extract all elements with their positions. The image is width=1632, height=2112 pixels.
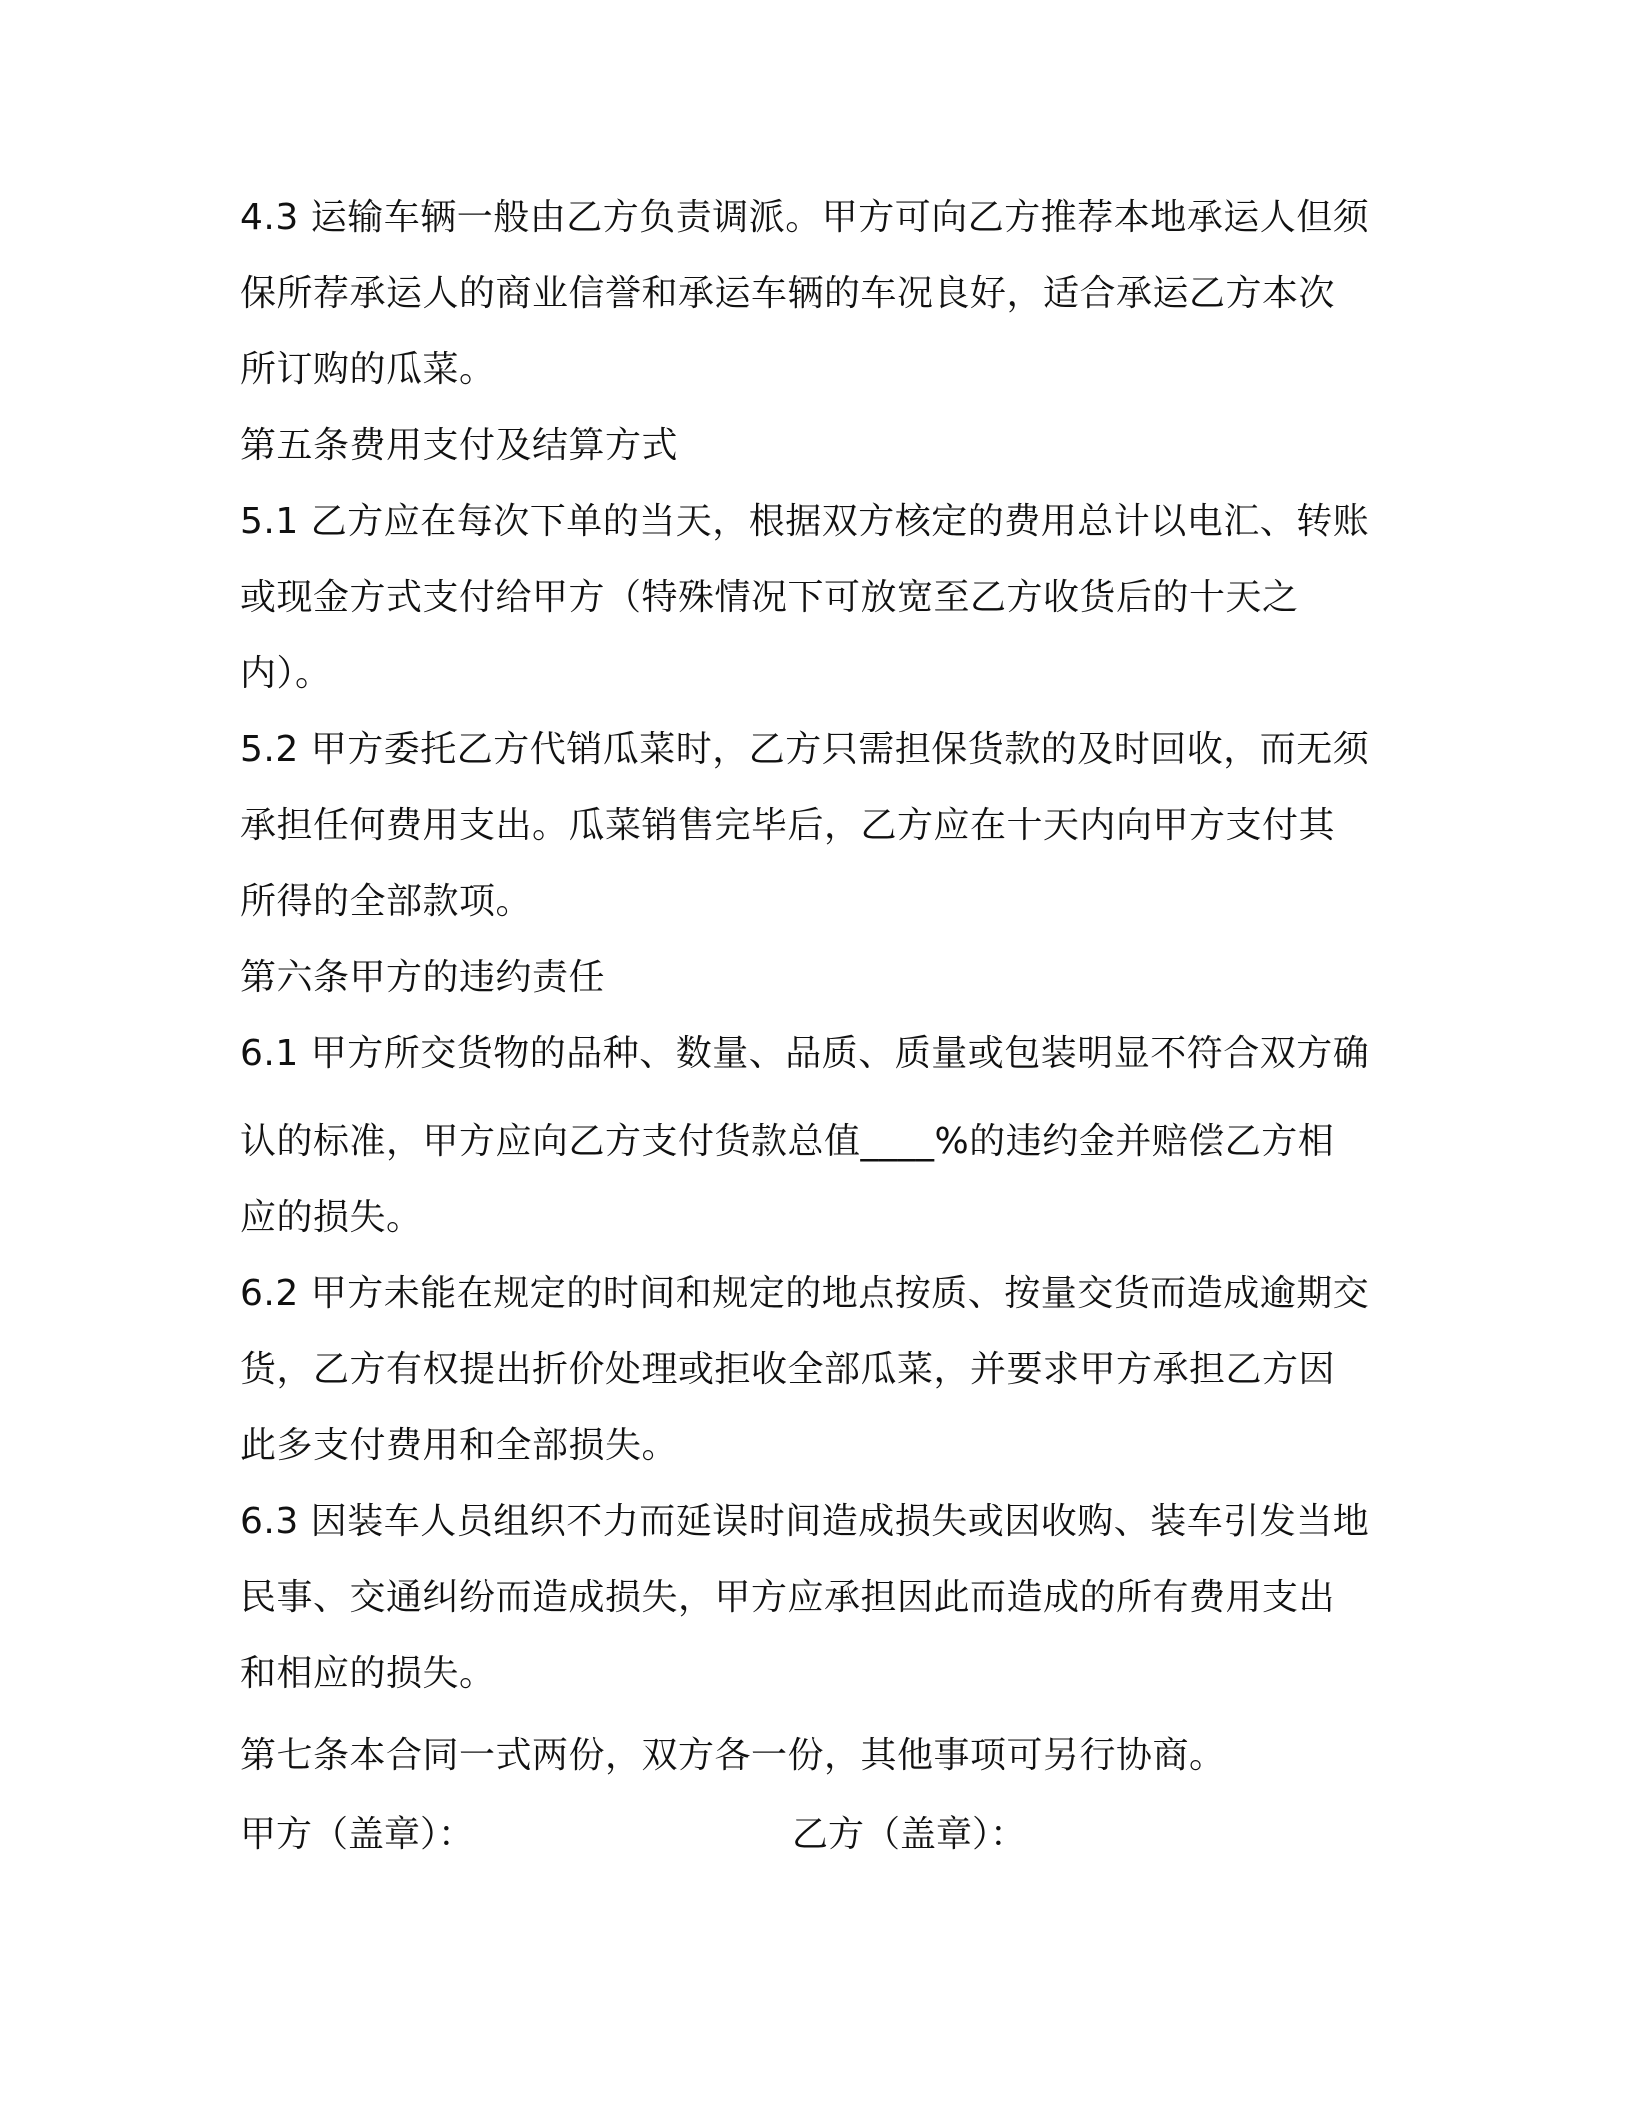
clause-5-1-line-1: 5.1 乙方应在每次下单的当天，根据双方核定的费用总计以电汇、转账 bbox=[240, 501, 1370, 542]
clause-6-2-line-2: 货，乙方有权提出折价处理或拒收全部瓜菜，并要求甲方承担乙方因 bbox=[240, 1349, 1336, 1390]
party-b-seal-label: 乙方（盖章）： bbox=[792, 1814, 1027, 1855]
clause-6-1-line-2: 认的标准，甲方应向乙方支付货款总值____%的违约金并赔偿乙方相 bbox=[240, 1121, 1335, 1162]
clause-6-3-line-3: 和相应的损失。 bbox=[240, 1653, 496, 1694]
clause-6-2-line-1: 6.2 甲方未能在规定的时间和规定的地点按质、按量交货而造成逾期交 bbox=[240, 1273, 1370, 1314]
clause-5-1-line-3: 内）。 bbox=[240, 653, 332, 694]
clause-5-2-line-2: 承担任何费用支出。瓜菜销售完毕后，乙方应在十天内向甲方支付其 bbox=[240, 805, 1336, 846]
clause-4-3-line-2: 保所荐承运人的商业信誉和承运车辆的车况良好，适合承运乙方本次 bbox=[240, 273, 1336, 314]
article-7-line: 第七条本合同一式两份，双方各一份，其他事项可另行协商。 bbox=[240, 1735, 1226, 1776]
clause-5-1-line-2: 或现金方式支付给甲方（特殊情况下可放宽至乙方收货后的十天之 bbox=[240, 577, 1299, 618]
party-a-seal-label: 甲方（盖章）： bbox=[240, 1814, 475, 1855]
clause-6-3-line-1: 6.3 因装车人员组织不力而延误时间造成损失或因收购、装车引发当地 bbox=[240, 1501, 1370, 1542]
article-6-heading: 第六条甲方的违约责任 bbox=[240, 957, 606, 998]
clause-5-2-line-1: 5.2 甲方委托乙方代销瓜菜时，乙方只需担保货款的及时回收，而无须 bbox=[240, 729, 1370, 770]
clause-6-1-line-3: 应的损失。 bbox=[240, 1197, 423, 1238]
article-5-heading: 第五条费用支付及结算方式 bbox=[240, 425, 679, 466]
clause-5-2-line-3: 所得的全部款项。 bbox=[240, 881, 533, 922]
clause-6-3-line-2: 民事、交通纠纷而造成损失，甲方应承担因此而造成的所有费用支出 bbox=[240, 1577, 1336, 1618]
clause-6-2-line-3: 此多支付费用和全部损失。 bbox=[240, 1425, 679, 1466]
clause-4-3-line-3: 所订购的瓜菜。 bbox=[240, 349, 496, 390]
clause-4-3-line-1: 4.3 运输车辆一般由乙方负责调派。甲方可向乙方推荐本地承运人但须 bbox=[240, 197, 1370, 238]
clause-6-1-line-1: 6.1 甲方所交货物的品种、数量、品质、质量或包装明显不符合双方确 bbox=[240, 1033, 1370, 1074]
